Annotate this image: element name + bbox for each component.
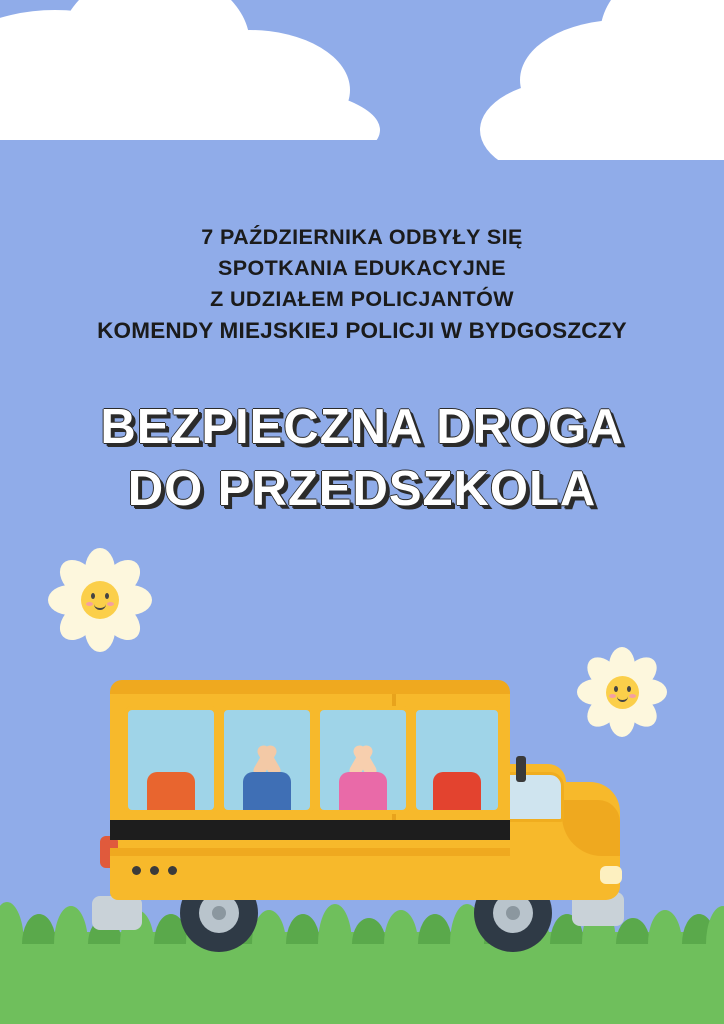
subheading-block bbox=[0, 222, 724, 346]
bus-window-4 bbox=[412, 706, 502, 814]
flower-icon-left bbox=[52, 552, 148, 648]
subheading-line-3: Z UDZIAŁEM POLICJANTÓW bbox=[210, 287, 514, 311]
bus-headlight bbox=[600, 866, 622, 884]
subheading-line-1: 7 PAŹDZIERNIKA ODBYŁY SIĘ bbox=[201, 225, 523, 249]
bus-black-stripe bbox=[110, 820, 510, 840]
school-bus-illustration bbox=[92, 660, 632, 960]
poster-title bbox=[0, 396, 724, 520]
title-line-2: DO PRZEDSZKOLA bbox=[127, 462, 597, 516]
bus-window-1 bbox=[124, 706, 218, 814]
bus-window-2 bbox=[220, 706, 314, 814]
subheading-line-4: KOMENDY MIEJSKIEJ POLICJI W BYDGOSZCZY bbox=[97, 318, 627, 343]
bus-windshield bbox=[502, 772, 564, 822]
bus-window-3 bbox=[316, 706, 410, 814]
bus-rear-bumper bbox=[92, 896, 142, 930]
bus-side-mirror bbox=[516, 756, 526, 782]
title-line-1: BEZPIECZNA DROGA bbox=[100, 400, 624, 454]
subheading-line-2: SPOTKANIA EDUKACYJNE bbox=[218, 256, 506, 280]
